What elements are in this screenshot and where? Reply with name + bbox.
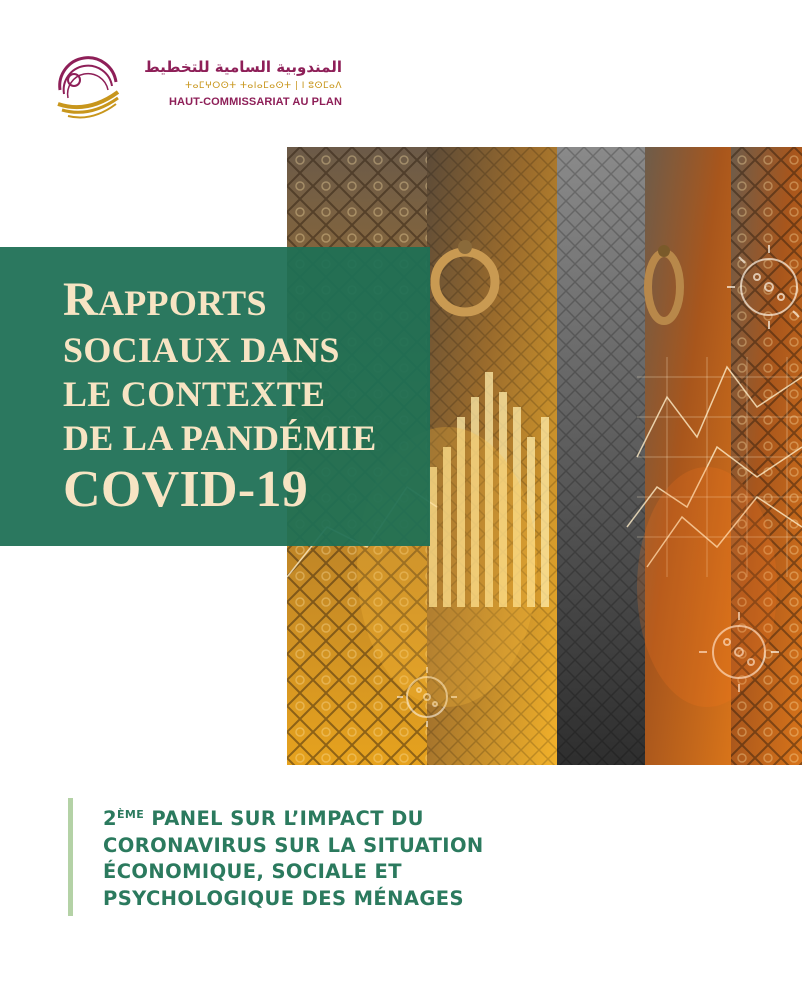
- logo-arabic-text: المندوبية السامية للتخطيط: [144, 58, 342, 76]
- title-line-4: DE LA PANDÉMIE: [63, 418, 377, 458]
- report-title: [63, 273, 433, 524]
- title-line-2: SOCIAUX DANS: [63, 330, 340, 370]
- logo-french-text: HAUT-COMMISSARIAT AU PLAN: [169, 96, 342, 108]
- title-line-1: RAPPORTS: [63, 273, 267, 326]
- subtitle-line-2: CORONAVIRUS SUR LA SITUATION: [103, 833, 484, 857]
- title-line-5: COVID-19: [63, 461, 309, 518]
- title-line-3: LE CONTEXTE: [63, 374, 326, 414]
- report-subtitle: [103, 802, 523, 912]
- subtitle-line-4: PSYCHOLOGIQUE DES MÉNAGES: [103, 886, 464, 910]
- hcp-logo: [52, 52, 342, 122]
- subtitle-line-1: 2ÈME PANEL SUR L’IMPACT DU: [103, 807, 424, 830]
- logo-tifinagh-text: ⵜⴰⵎⵖⵔⵙⵜ ⵜⴰⵏⴰⵎⴰⵙⵜ | ⵏ ⵓⵙⵎⴰⴷ: [185, 81, 342, 91]
- subtitle-line-3: ÉCONOMIQUE, SOCIALE ET: [103, 860, 402, 883]
- subtitle-rule: [68, 798, 73, 916]
- hcp-logo-mark-icon: [52, 52, 124, 122]
